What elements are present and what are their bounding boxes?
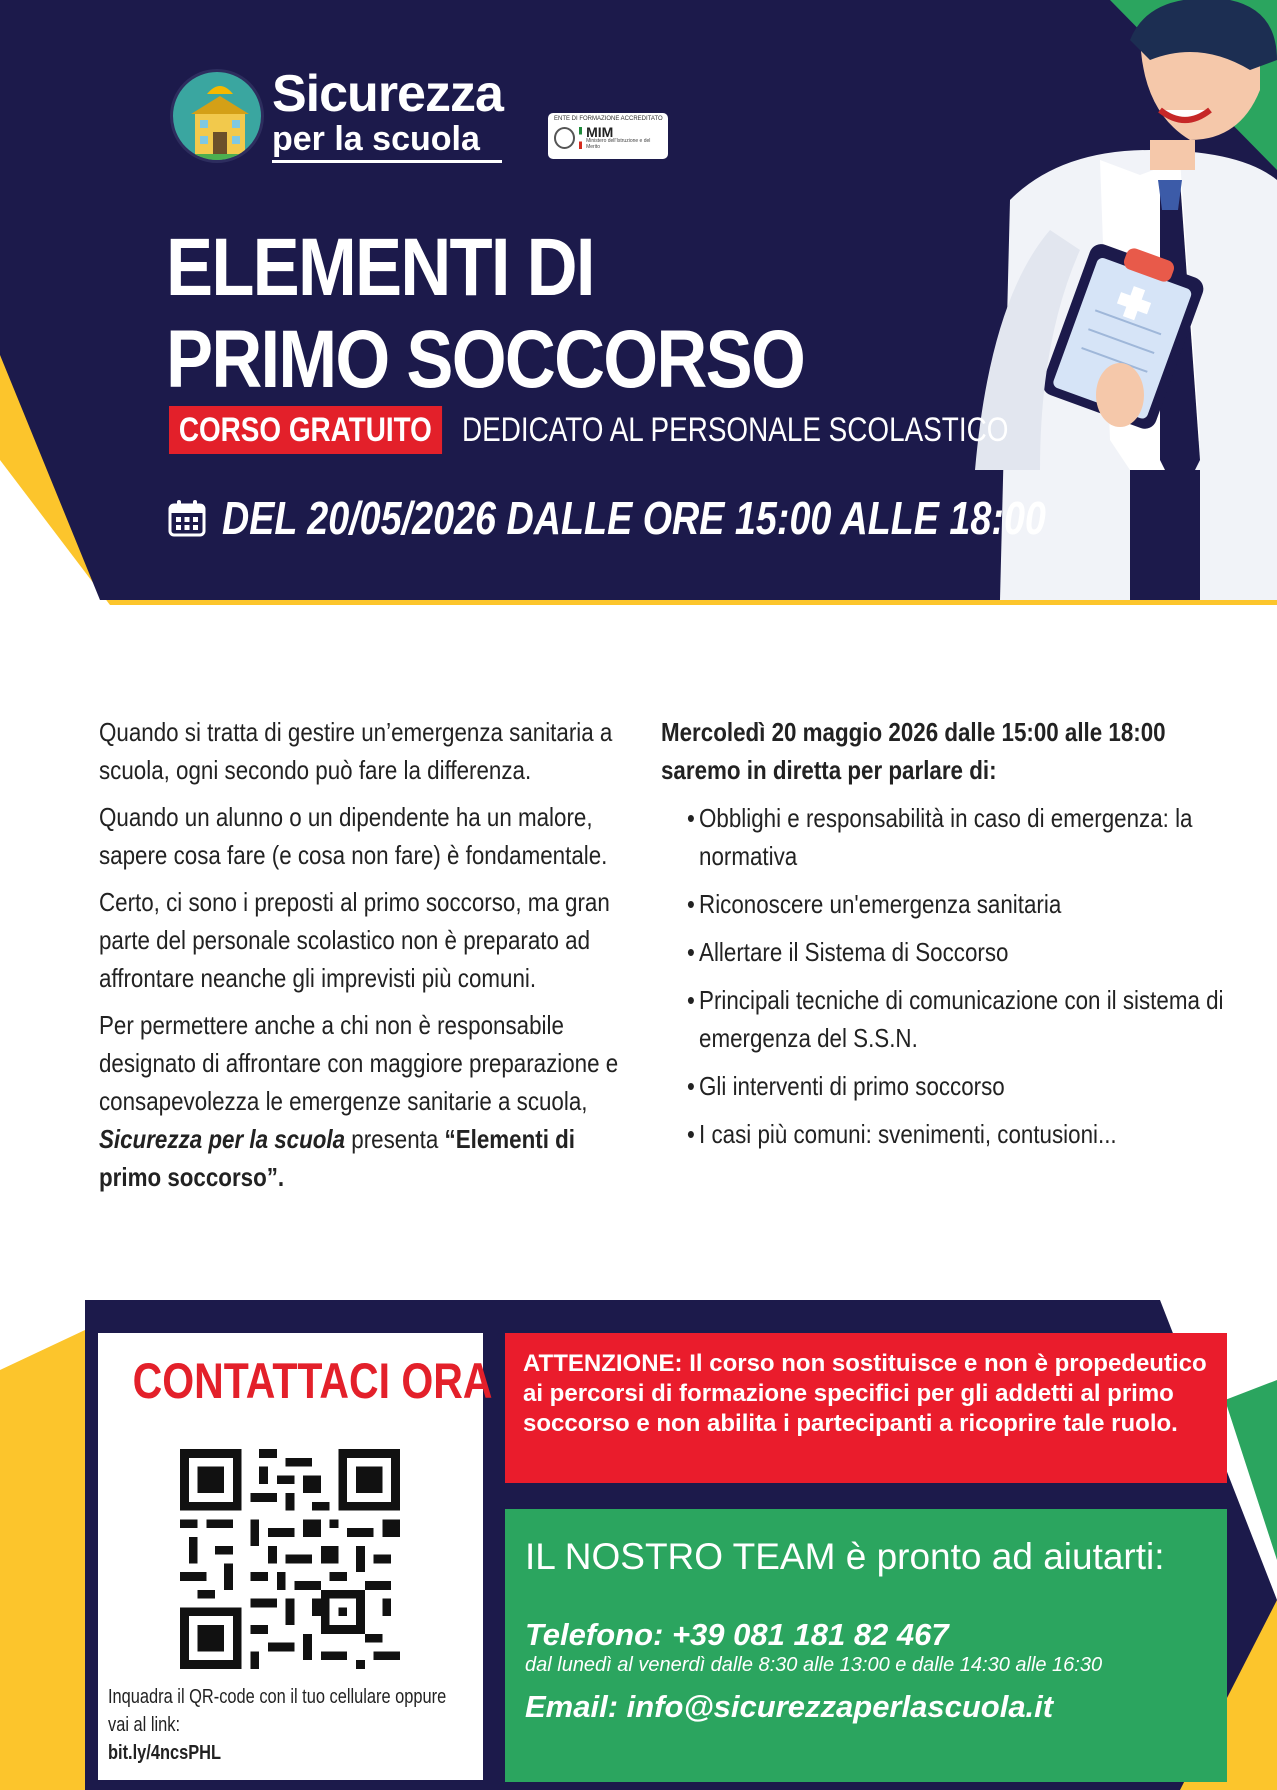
short-link[interactable]: bit.ly/4ncsPHL [108, 1742, 222, 1764]
intro-paragraph: Certo, ci sono i preposti al primo soccorso, ma gran parte del personale scolastico non è preparato ad affrontare neanche gli imprevisti più comuni. [99, 887, 610, 993]
hero-banner [0, 0, 1277, 625]
warning-notice [505, 1333, 1227, 1483]
contact-section [0, 1300, 1277, 1790]
program-item: • Obblighi e responsabilità in caso di emergenza: la normativa [687, 799, 1230, 875]
program-item: • I casi più comuni: svenimenti, contusioni... [687, 1115, 1230, 1153]
program-list [687, 799, 1231, 1153]
qr-instructions: Inquadra il QR-code con il tuo cellulare oppure vai al link: bit.ly/4ncsPHL [108, 1686, 447, 1764]
audience-subtitle: DEDICATO AL PERSONALE SCOLASTICO [461, 411, 1008, 449]
ministry-name: MIM [586, 124, 614, 140]
intro-paragraph: Quando si tratta di gestire un’emergenza sanitaria a scuola, ogni secondo può fare la differenza. [99, 717, 613, 785]
warning-text: Il corso non sostituisce e non è propedeutico ai percorsi di formazione specifici per gli addetti al primo soccorso e non abilita i partecipanti a ricoprire tale ruolo. [523, 1350, 1207, 1437]
program-item: • Principali tecniche di comunicazione con il sistema di emergenza del S.S.N. [687, 981, 1230, 1057]
date-time-text: DEL 20/05/2026 DALLE ORE 15:00 ALLE 18:00 [222, 492, 1046, 544]
program-section [661, 713, 1231, 1163]
brand-name-line1: Sicurezza [272, 65, 503, 123]
program-item: • Gli interventi di primo soccorso [687, 1067, 1230, 1105]
brand-mention: Sicurezza per la scuola [99, 1124, 346, 1154]
republic-emblem-icon [554, 127, 575, 149]
qr-code[interactable] [180, 1449, 400, 1669]
intro-paragraph: Quando un alunno o un dipendente ha un malore, sapere cosa fare (e cosa non fare) è fondamentale. [99, 802, 608, 870]
course-name: “Elementi di primo soccorso”. [99, 1124, 575, 1192]
title-line1: ELEMENTI DI [166, 222, 594, 313]
intro-text [99, 713, 639, 1205]
office-hours: dal lunedì al venerdì dalle 8:30 alle 13:00 e dalle 14:30 alle 16:30 [525, 1654, 1103, 1676]
program-item: • Allertare il Sistema di Soccorso [687, 933, 1230, 971]
intro-paragraph-final: Per permettere anche a chi non è responsabile designato di affrontare con maggiore preparazione e consapevolezza le emergenze sanitarie a scuola, Sicurezza per la scuola presenta “Elementi di primo soccorso”. [99, 1010, 619, 1192]
program-item: • Riconoscere un'emergenza sanitaria [687, 885, 1230, 923]
program-lead: Mercoledì 20 maggio 2026 dalle 15:00 alle 18:00 saremo in diretta per parlare di: [661, 717, 1166, 785]
email-address[interactable]: Email: info@sicurezzaperlascuola.it [525, 1689, 1054, 1724]
warning-label: ATTENZIONE: [523, 1350, 683, 1377]
team-contact-card [505, 1509, 1227, 1782]
free-course-badge: CORSO GRATUITO [169, 406, 442, 454]
team-heading: IL NOSTRO TEAM è pronto ad aiutarti: [525, 1536, 1165, 1577]
ministry-caption: ENTE DI FORMAZIONE ACCREDITATO [554, 116, 663, 122]
page-title [166, 222, 804, 406]
calendar-icon [168, 499, 206, 537]
brand-logo[interactable] [170, 65, 503, 163]
contact-cta: CONTATTACI ORA [132, 1353, 493, 1409]
ministry-badge [548, 113, 668, 159]
course-tagline [169, 406, 1128, 454]
school-building-icon [170, 69, 264, 163]
title-line2: PRIMO SOCCORSO [166, 314, 805, 405]
ministry-subtitle: Ministero dell'Istruzione e del Merito [586, 138, 651, 150]
event-date [168, 492, 1227, 544]
phone-number[interactable]: Telefono: +39 081 181 82 467 [525, 1617, 949, 1652]
qr-card [98, 1333, 493, 1780]
brand-name-line2: per la scuola [272, 122, 502, 163]
